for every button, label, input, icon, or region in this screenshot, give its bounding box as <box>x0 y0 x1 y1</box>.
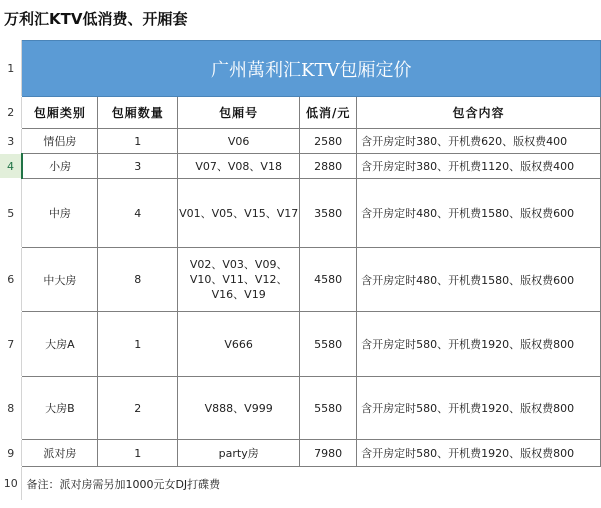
table-row <box>0 440 601 467</box>
cell-rooms[interactable]: V888、V999 <box>178 377 300 440</box>
table-row <box>0 248 601 312</box>
table-row <box>0 377 601 440</box>
table-row <box>0 154 601 179</box>
cell-count[interactable]: 8 <box>98 248 178 312</box>
cell-count[interactable]: 4 <box>98 179 178 248</box>
cell-min-spend[interactable]: 2580 <box>300 129 357 154</box>
row-number[interactable]: 7 <box>0 312 22 377</box>
cell-min-spend[interactable]: 2880 <box>300 154 357 179</box>
cell-type[interactable]: 大房B <box>22 377 98 440</box>
page-title: 万利汇KTV低消费、开厢套 <box>4 10 188 28</box>
note-text[interactable]: 备注：派对房需另加1000元女DJ打碟费 <box>22 467 601 501</box>
cell-includes[interactable]: 含开房定时380、开机费1120、版权费400 <box>357 154 601 179</box>
cell-count[interactable]: 1 <box>98 129 178 154</box>
cell-min-spend[interactable]: 7980 <box>300 440 357 467</box>
cell-count[interactable]: 1 <box>98 312 178 377</box>
cell-min-spend[interactable]: 5580 <box>300 312 357 377</box>
row-number-selected[interactable]: 4 <box>0 154 22 179</box>
cell-includes[interactable]: 含开房定时480、开机费1580、版权费600 <box>357 248 601 312</box>
row-number[interactable]: 10 <box>0 467 22 501</box>
cell-type[interactable]: 中房 <box>22 179 98 248</box>
cell-min-spend[interactable]: 3580 <box>300 179 357 248</box>
row-number[interactable]: 8 <box>0 377 22 440</box>
sheet-row-1 <box>0 41 601 97</box>
cell-rooms[interactable]: V666 <box>178 312 300 377</box>
cell-includes[interactable]: 含开房定时580、开机费1920、版权费800 <box>357 440 601 467</box>
cell-includes[interactable]: 含开房定时580、开机费1920、版权费800 <box>357 312 601 377</box>
cell-includes[interactable]: 含开房定时580、开机费1920、版权费800 <box>357 377 601 440</box>
header-count[interactable]: 包厢数量 <box>98 97 178 129</box>
row-number[interactable]: 1 <box>0 41 22 97</box>
table-row <box>0 129 601 154</box>
row-number[interactable]: 2 <box>0 97 22 129</box>
cell-type[interactable]: 情侣房 <box>22 129 98 154</box>
row-number[interactable]: 5 <box>0 179 22 248</box>
cell-rooms[interactable]: V07、V08、V18 <box>178 154 300 179</box>
header-includes[interactable]: 包含内容 <box>357 97 601 129</box>
table-row <box>0 312 601 377</box>
header-rooms[interactable]: 包厢号 <box>178 97 300 129</box>
cell-rooms[interactable]: V06 <box>178 129 300 154</box>
cell-type[interactable]: 大房A <box>22 312 98 377</box>
cell-rooms[interactable]: V02、V03、V09、V10、V11、V12、V16、V19 <box>178 248 300 312</box>
cell-rooms[interactable]: V01、V05、V15、V17 <box>178 179 300 248</box>
pricing-sheet <box>0 40 601 501</box>
header-row <box>0 97 601 129</box>
banner-title[interactable]: 广州萬利汇KTV包厢定价 <box>22 41 601 97</box>
note-row <box>0 467 601 501</box>
cell-includes[interactable]: 含开房定时480、开机费1580、版权费600 <box>357 179 601 248</box>
row-number[interactable]: 6 <box>0 248 22 312</box>
cell-type[interactable]: 小房 <box>22 154 98 179</box>
table-row <box>0 179 601 248</box>
cell-min-spend[interactable]: 4580 <box>300 248 357 312</box>
row-number[interactable]: 9 <box>0 440 22 467</box>
cell-includes[interactable]: 含开房定时380、开机费620、版权费400 <box>357 129 601 154</box>
cell-type[interactable]: 中大房 <box>22 248 98 312</box>
cell-count[interactable]: 3 <box>98 154 178 179</box>
cell-min-spend[interactable]: 5580 <box>300 377 357 440</box>
cell-count[interactable]: 2 <box>98 377 178 440</box>
cell-type[interactable]: 派对房 <box>22 440 98 467</box>
header-type[interactable]: 包厢类别 <box>22 97 98 129</box>
cell-count[interactable]: 1 <box>98 440 178 467</box>
row-number[interactable]: 3 <box>0 129 22 154</box>
header-min-spend[interactable]: 低消/元 <box>300 97 357 129</box>
cell-rooms[interactable]: party房 <box>178 440 300 467</box>
